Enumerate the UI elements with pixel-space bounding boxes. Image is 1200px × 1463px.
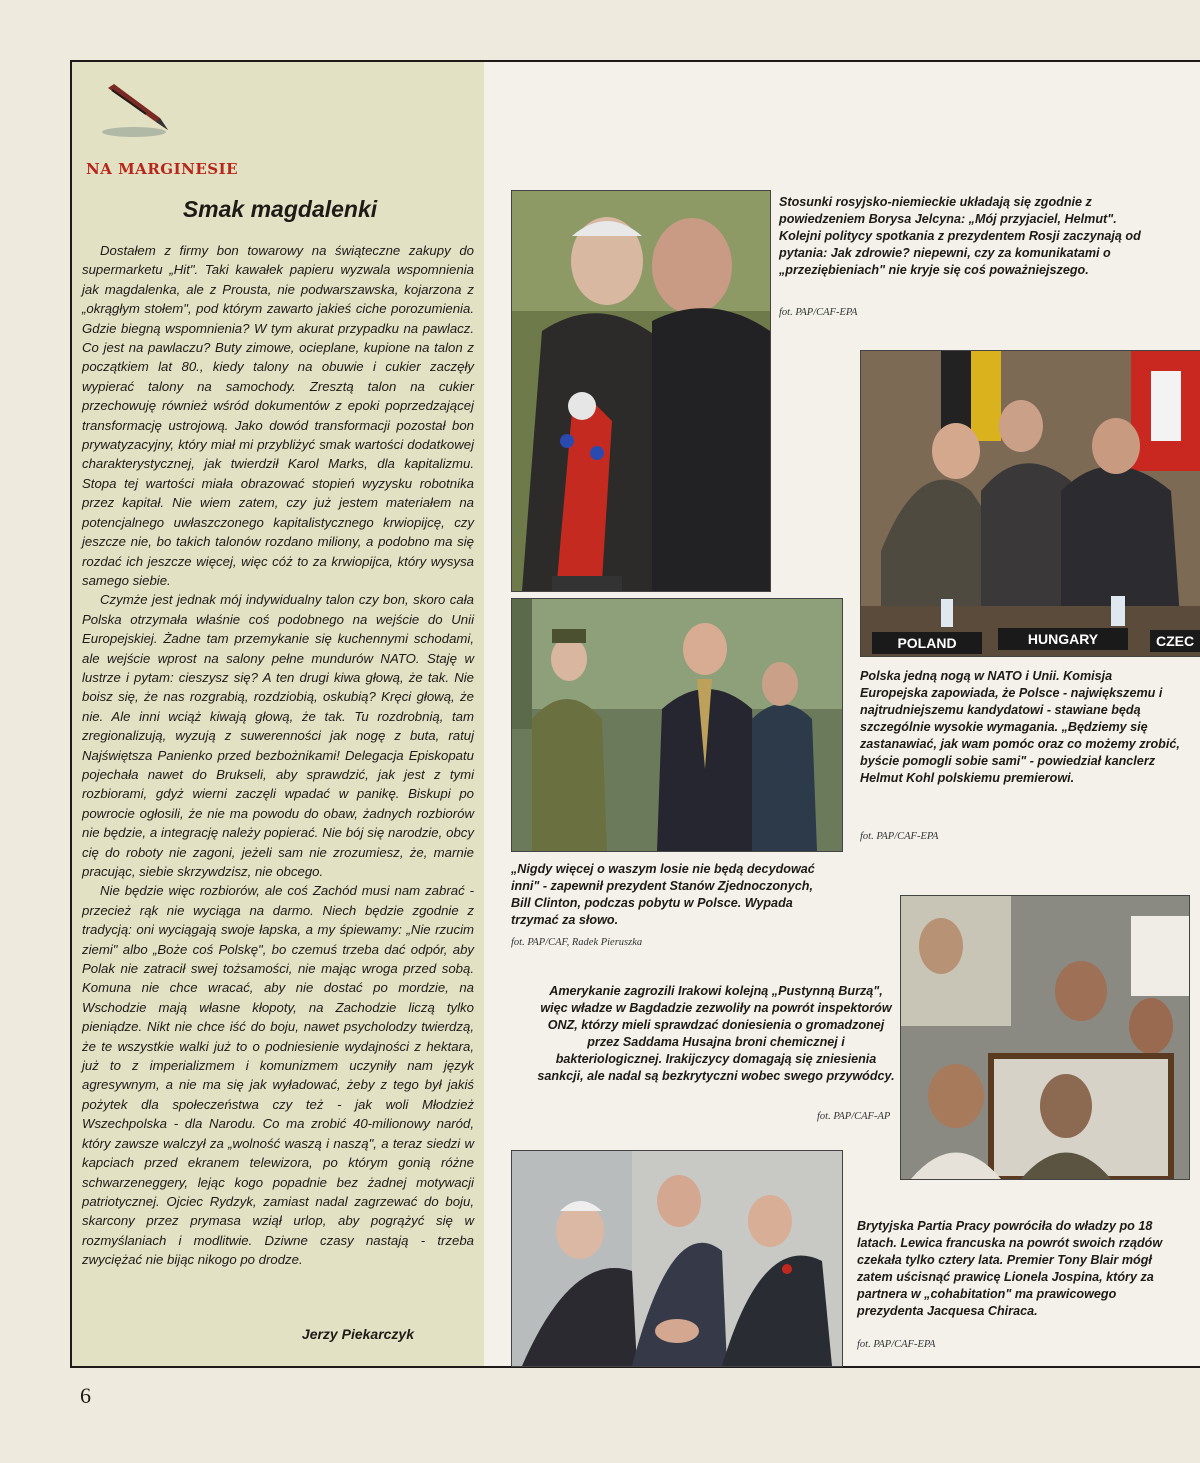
article-title: Smak magdalenki	[182, 196, 378, 222]
caption-iraq-demonstration: Amerykanie zagrozili Irakowi kolejną „Pustynną Burzą", więc władze w Bagdadzie zezwoliły na powrót inspektorów ONZ, którzy mieli sprawdzać doniesienia o gromadzonej przez Saddama Husajna broni chemicznej i bakteriologicznej. Irakijczycy domagają się zniesienia sankcji, ale nadal są bezkrytyczni wobec swego przywódcy.	[537, 984, 895, 1083]
pen-logo-icon	[96, 80, 176, 140]
nameplate-czech: CZEC	[1150, 630, 1200, 652]
credit-yeltsin-kohl: fot. PAP/CAF-EPA	[779, 307, 858, 318]
caption-clinton-poland: „Nigdy więcej o waszym losie nie będą decydować inni" - zapewnił prezydent Stanów Zjednoczonych, Bill Clinton, podczas pobytu w Polsce. Wypada trzymać za słowo.	[511, 862, 815, 927]
caption-yeltsin-kohl: Stosunki rosyjsko-niemieckie układają się zgodnie z powiedzeniem Borysa Jelcyna: „Mój przyjaciel, Helmut". Kolejni politycy spotkania z prezydentem Rosji zaczynają od pytania: Jak zdrowie? niepewni, czy za komunikatami o „przeziębieniach" nie kryje się coś poważniejszego.	[779, 195, 1141, 277]
article-paragraph: Czymże jest jednak mój indywidualny talon czy bon, skoro cała Polska otrzymała właśnie coś podobnego na wejście do Unii Europejskiej. Żadne tam przemykanie się kuchennymi schodami, ale wejście wprost na salony pełne mundurów NATO. Staję w lustrze i pytam: cieszysz się? A ten drugi kiwa głową, że tak. Nie boisz się, że nas rozgrabią, rozdziobią, oskubią? Kręci głową, że nie. Ale inni wciąż kiwają głową, że tak. Tu rozdrobnią, tam zregionalizują, wyzują z suwerenności jak nogę z buta, ratuj Najświętsza Panienko przed bezbożnikami! Delegacja Episkopatu pojechała nawet do Brukseli, aby sprawdzić, jak jest z tymi rozbiorami, gdyż wierni zaczęli wpadać w panikę. Biskupi po powrocie ogłosili, że nie ma powodu do obaw, żadnych rozbiorów nie będzie, a integrację należy popierać. Nie bój się narodzie, obcy cię do roboty nie zagoni, jeżeli sam nie zrozumiesz, że, marnie pracując, siebie skrzywdzisz, nie obcego.	[82, 592, 474, 879]
article-paragraph: Dostałem z firmy bon towarowy na świąteczne zakupy do supermarketu „Hit". Taki kawałek papieru wyzwala wspomnienia jak magdalenka, ale z Prousta, nie podwarszawska, kojarzona z „okrągłym stołem", pod którym zawarto jakieś ciche porozumienia. Gdzie biegną wspomnienia? W tym akurat przypadku na pawlacz. Co jest na pawlaczu? Buty zimowe, ocieplane, kupione na talon z początkiem lat 80., kiedy talony na obuwie i cukier zaczęły wypierać talony na samochody. Zresztą talon na cukier przechowuję również wśród dokumentów z epoki poprzedzającej transformację ustrojową. Jako dowód transformacji pozostał bon prywatyzacyjny, który miał mi przybliżyć smak wartości dodatkowej charakterystycznej, jak twierdził Karol Marks, dla kapitalizmu. Stopa tej wartości miała obrazować stopień wyzysku robotnika przez kapitał. Nie wiem zatem, czy już jestem materiałem na potencjalnego uwłaszczonego kapitalistycznego krwiopijcę, czy jeszcze nie, bo takich talonów rozdano miliony, a podobno ma się rozdać ich jeszcze więcej, więc cóż to za krwiopijca, który wysysa samego siebie.	[82, 243, 474, 588]
article-author: Jerzy Piekarczyk	[301, 1326, 414, 1342]
credit-jospin-chirac-blair: fot. PAP/CAF-EPA	[857, 1339, 936, 1350]
photo-yeltsin-kohl	[511, 190, 771, 592]
section-kicker: NA MARGINESIE	[86, 160, 239, 178]
article-paragraph: Nie będzie więc rozbiorów, ale coś Zachód musi nam zabrać - przecież rąk nie wyciąga na darmo. Niech będzie zgodnie z tradycją: oni wyciągają swoje łapska, a my śpiewamy: „Nie rzucim ziemi" albo „Boże coś Polskę", bo czemuś trzeba dać odpór, aby Polak nie zatracił swej tożsamości, nie mając wroga przed sobą. Komuna nie chce wracać, aby nie dostać po mordzie, na Wschodzie mają własne kłopoty, na Zachodzie liczą tylko pieniądze. Nikt nie chce iść do boju, nawet psycholodzy twierdzą, że te wszystkie walki już to o podniesienie wydajności z hektara, już to z imperializmem i komunizmem uczyniły nam język agresywnym, a nie ma się jak wyładować, żeby z tego był jakiś pożytek dla społeczeństwa czy też - jak woli Młodzież Wszechpolska - dla Narodu. Co ma zrobić 40-milionowy naród, który zawsze walczył za „wolność waszą i naszą", a teraz siedzi w kapciach przed ekranem telewizora, po którym gonią różne schwarzeneggery, lejąc kogo popadnie bez żadnej motywacji patriotycznej. Ojciec Rydzyk, zamiast nadal zagrzewać do boju, skarcony przez prymasa wziął urlop, aby pogrążyć się w rozmyślaniach i modlitwie. Dziwne czasy nastają - trzeba zwyciężać nie bijąc nikogo po drodze.	[82, 883, 474, 1268]
credit-nato-summit: fot. PAP/CAF-EPA	[860, 831, 939, 842]
photo-jospin-chirac-blair	[511, 1150, 843, 1367]
photo-clinton-poland	[511, 598, 843, 852]
caption-jospin-chirac-blair: Brytyjska Partia Pracy powróciła do władzy po 18 latach. Lewica francuska na powrót swoich rządów czekała tylko cztery lata. Premier Tony Blair mógł zatem uścisnąć prawicę Lionela Jospina, który za partnera w „cohabitation" ma prawicowego prezydenta Jacquesa Chiraca.	[857, 1219, 1163, 1318]
page-number: 6	[80, 1383, 91, 1408]
credit-iraq-demonstration: fot. PAP/CAF-AP	[817, 1111, 891, 1122]
credit-clinton-poland: fot. PAP/CAF, Radek Pieruszka	[511, 937, 643, 948]
nameplate-poland: POLAND	[872, 632, 982, 654]
article-body	[82, 241, 474, 1270]
photo-nato-summit	[860, 350, 1200, 657]
photo-iraq-demonstration	[900, 895, 1190, 1180]
caption-nato-summit: Polska jedną nogą w NATO i Unii. Komisja Europejska zapowiada, że Polsce - największemu i najtrudniejszemu kandydatowi - stawiane będą szczególnie wysokie wymagania. „Będziemy się zastanawiać, jak wam pomóc oraz co możemy zrobić, byście pomogli sobie sami" - powiedział kanclerz Helmut Kohl polskiemu premierowi.	[860, 669, 1180, 785]
nameplate-hungary: HUNGARY	[998, 628, 1128, 650]
